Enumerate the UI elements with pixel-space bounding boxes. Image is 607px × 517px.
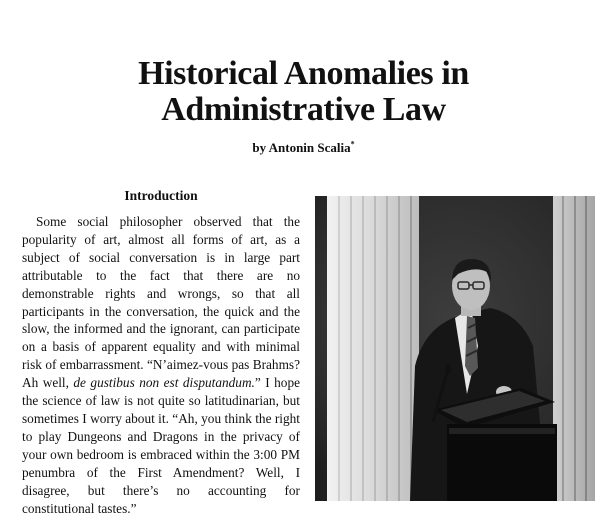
title-line-2: Administrative Law: [161, 91, 446, 128]
footnote-marker: *: [350, 139, 355, 149]
paragraph-text-end: ” I hope the science of law is not quite so latitudinarian, but sometimes I worry about it. “Ah, you think the right to play Dungeons and Dragons in the privacy of your own bedroom is embraced within the 3:00 PM penumbra of the First Amendment? Well, I disagree, but there’s no accounting for constitutional tastes.”: [22, 375, 300, 516]
left-column: [327, 196, 419, 501]
introduction-paragraph: [22, 213, 300, 517]
author-photo: [315, 196, 595, 501]
paragraph-text-start: Some social philosopher observed that the popularity of art, almost all forms of art, as a subject of social conversation is in large part attributable to the fact that there are no demonstrable rights and wrongs, so that all participants in the conversation, the quick and the slow, the informed and the ignorant, can participate on a basis of apparent equality and with minimal risk of embarrassment. “N’aimez-vous pas Brahms? Ah well,: [22, 214, 300, 391]
article-title: [0, 56, 607, 128]
photo-illustration: [315, 196, 595, 501]
right-column: [553, 196, 595, 501]
introduction-section: [22, 188, 300, 517]
author-name: Antonin Scalia: [268, 140, 351, 155]
byline-prefix: by: [252, 140, 269, 155]
latin-phrase: de gustibus non est disputandum.: [73, 375, 255, 391]
title-line-1: Historical Anomalies in: [138, 55, 469, 92]
byline: [0, 140, 607, 156]
section-heading: Introduction: [124, 188, 198, 203]
